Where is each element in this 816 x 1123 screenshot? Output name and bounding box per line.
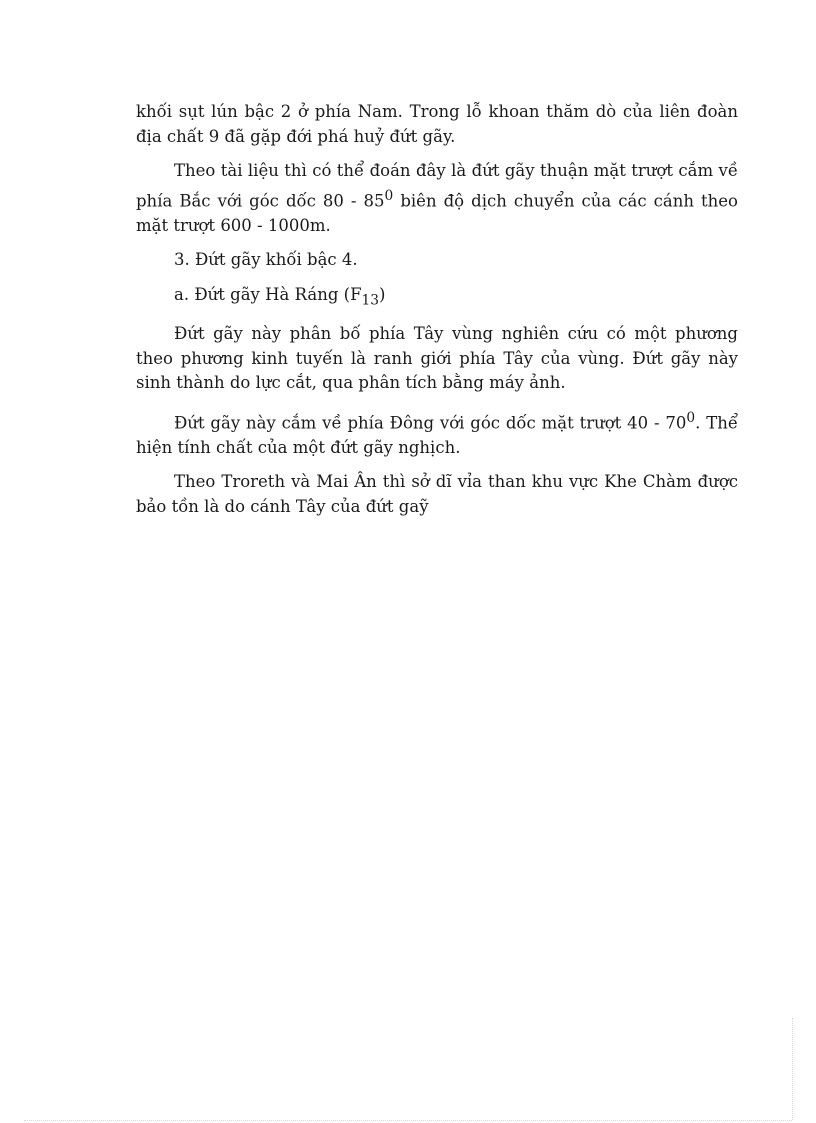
subscript-index: 13 [361,291,380,308]
superscript-degree: 0 [384,187,394,204]
heading-text: 3. Đứt gãy khối bậc 4. [174,250,358,269]
paragraph [136,470,738,519]
paragraph [136,322,738,396]
paragraph-text: Đứt gãy này phân bố phía Tây vùng nghiên cứu có một phương theo phương kinh tuyến là ranh giới phía Tây của vùng. Đứt gãy này sinh thành do lực cắt, qua phân tích bằng máy ảnh. [136,324,738,393]
page-border-right [792,1018,793,1120]
superscript-degree: 0 [686,409,696,426]
paragraph-text: khối sụt lún bậc 2 ở phía Nam. Trong lỗ khoan thăm dò của liên đoàn địa chất 9 đã gặp đới phá huỷ đứt gãy. [136,102,738,146]
subsection-heading [136,283,738,313]
section-heading [136,248,738,273]
heading-text: a. Đứt gãy Hà Ráng (F [174,284,362,304]
paragraph-text: Theo tài liệu thì có thể đoán đây là đứt gãy thuận mặt trượt cắm về phía Bắc với góc dốc 80 - 85 [136,161,738,210]
paragraph [136,159,738,238]
heading-text: ) [379,284,386,304]
paragraph-text: Theo Troreth và Mai Ân thì sở dĩ vỉa than khu vực Khe Chàm được bảo tồn là do cánh Tây của đứt gaỹ [136,472,738,516]
page-border-bottom [24,1120,792,1121]
document-body [136,100,738,529]
paragraph-text: . Thể hiện tính chất của một đứt gãy nghịch. [136,413,738,457]
paragraph-text: Đứt gãy này cắm về phía Đông với góc dốc mặt trượt 40 - 70 [174,413,687,433]
paragraph [136,406,738,461]
paragraph-text: biên độ dịch chuyển của các cánh theo mặt trượt 600 - 1000m. [136,191,738,235]
paragraph [136,100,738,149]
